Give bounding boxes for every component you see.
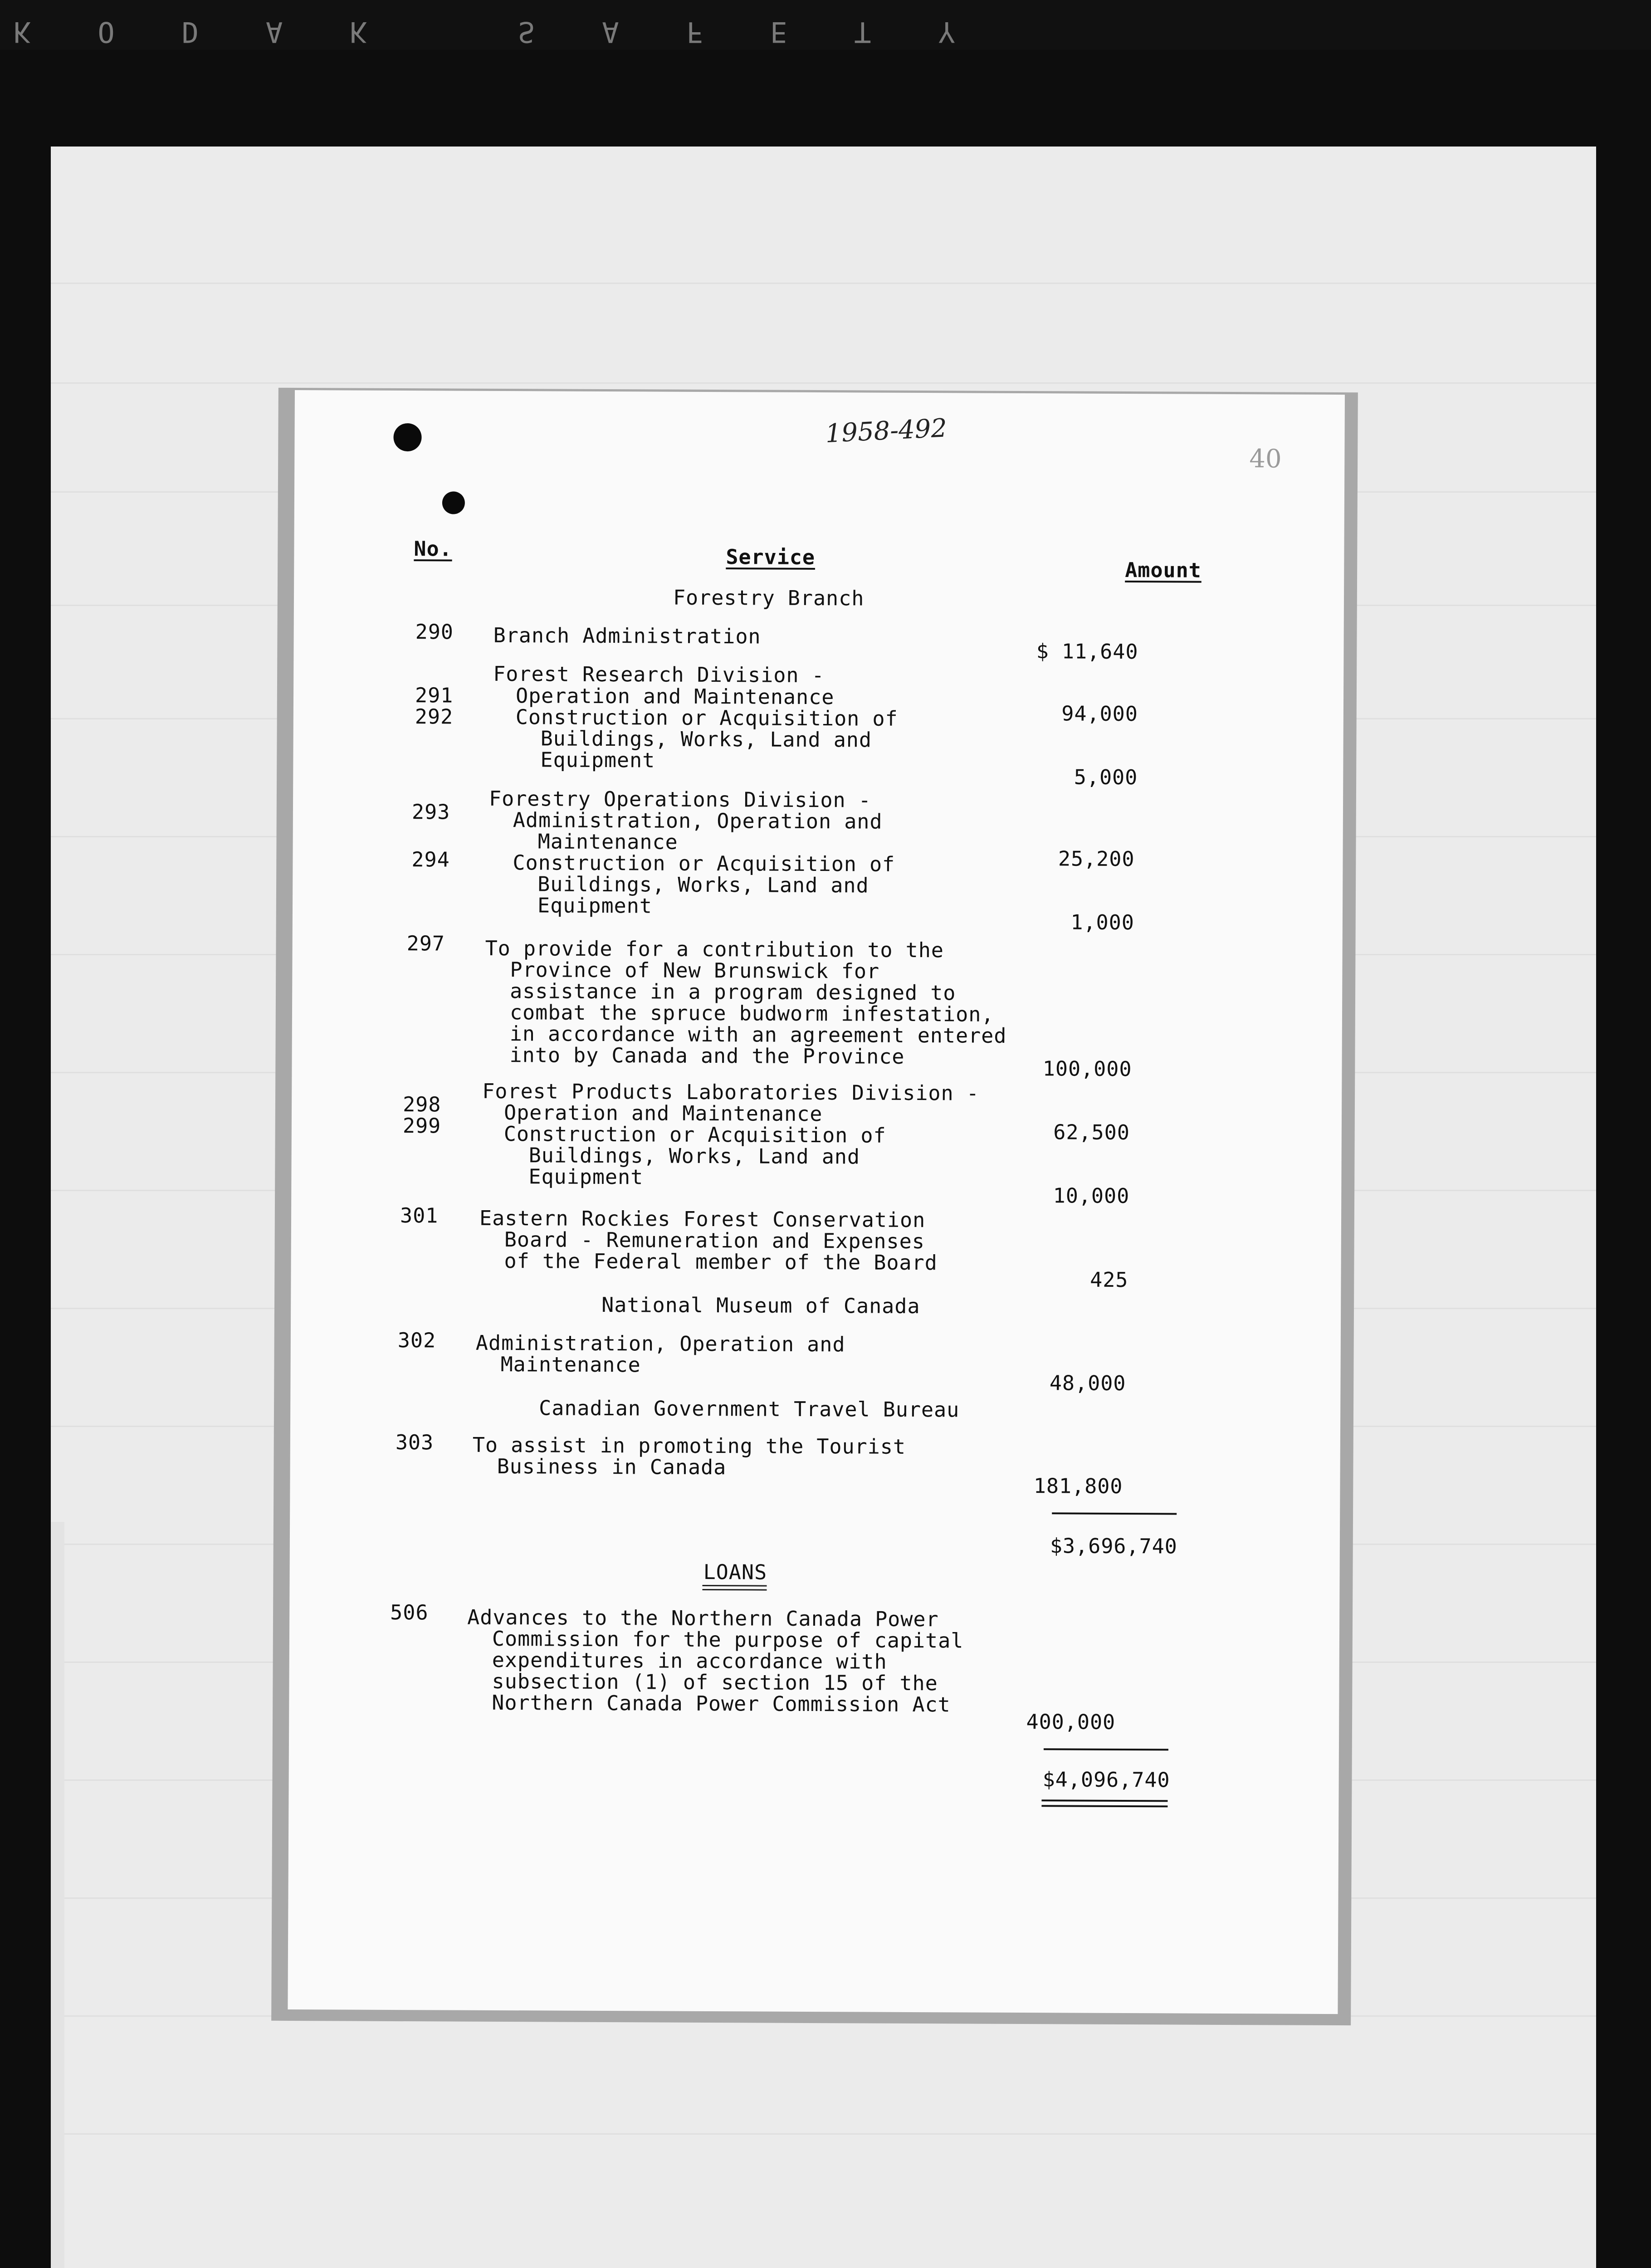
item-amount: 48,000: [1049, 1371, 1126, 1396]
item-no: 290: [415, 620, 454, 644]
subtotal-amount: $3,696,740: [1050, 1534, 1177, 1559]
item-amount: 62,500: [1053, 1120, 1130, 1145]
item-text: Northern Canada Power Commission Act: [492, 1690, 951, 1717]
item-text: Branch Administration: [493, 623, 761, 649]
item-text: Administration, Operation and: [475, 1330, 845, 1357]
section-forestry-branch: Forestry Branch: [673, 585, 865, 611]
item-no: 297: [406, 931, 445, 956]
item-amount: 94,000: [1061, 701, 1138, 726]
total-double-rule: [1041, 1799, 1167, 1807]
item-text: Equipment: [537, 893, 653, 918]
item-text: Eastern Rockies Forest Conservation: [479, 1206, 926, 1232]
item-amount: 25,200: [1058, 846, 1135, 871]
item-amount: 181,800: [1033, 1474, 1123, 1498]
item-text: combat the spruce budworm infestation,: [509, 1000, 994, 1026]
item-no: 292: [415, 704, 454, 729]
item-text: Maintenance: [500, 1352, 641, 1377]
item-text: Construction or Acquisition of: [503, 1122, 886, 1148]
item-text: assistance in a program designed to: [510, 979, 956, 1005]
total-amount: $4,096,740: [1042, 1767, 1170, 1792]
item-text: of the Federal member of the Board: [504, 1249, 938, 1275]
item-no: 301: [400, 1203, 439, 1228]
item-amount: 400,000: [1026, 1710, 1116, 1734]
item-text: Province of New Brunswick for: [510, 958, 880, 983]
item-text: Administration, Operation and: [513, 808, 883, 834]
item-text: Advances to the Northern Canada Power: [467, 1605, 939, 1632]
handwritten-note: 1958-492: [825, 413, 948, 449]
item-text: To provide for a contribution to the: [485, 936, 944, 963]
item-text: Board - Remuneration and Expenses: [504, 1227, 925, 1254]
item-text: subsection (1) of section 15 of the: [492, 1669, 938, 1696]
item-text: Equipment: [528, 1164, 644, 1189]
item-amount: 1,000: [1070, 910, 1135, 935]
item-text: Equipment: [540, 748, 655, 772]
item-text: expenditures in accordance with: [492, 1647, 887, 1674]
item-amount: $ 11,640: [1036, 639, 1138, 664]
item-no: 506: [390, 1600, 429, 1625]
subtotal-rule: [1052, 1512, 1177, 1515]
total-rule: [1044, 1748, 1168, 1750]
item-text: Maintenance: [537, 829, 678, 854]
division-heading: Forest Products Laboratories Division -: [482, 1079, 979, 1105]
header-service: Service: [726, 545, 816, 570]
page-number: 40: [1249, 444, 1282, 474]
loans-underline: [702, 1585, 767, 1591]
backing-tab: [51, 1522, 64, 2268]
punch-hole: [442, 491, 465, 514]
division-heading: Forest Research Division -: [493, 661, 825, 688]
item-amount: 100,000: [1042, 1056, 1132, 1081]
item-text: Operation and Maintenance: [503, 1100, 823, 1126]
item-no: 294: [411, 847, 450, 872]
item-no: 303: [395, 1430, 434, 1455]
item-text: Construction or Acquisition of: [513, 850, 895, 876]
item-text: Buildings, Works, Land and: [537, 872, 869, 898]
item-no: 302: [397, 1328, 436, 1353]
item-text: Business in Canada: [497, 1454, 727, 1480]
section-loans: LOANS: [703, 1559, 767, 1584]
film-edge-label: KODAK SAFETY: [0, 0, 1651, 50]
item-text: Construction or Acquisition of: [515, 705, 898, 731]
division-heading: Forestry Operations Division -: [488, 786, 871, 812]
item-text: Buildings, Works, Land and: [540, 726, 872, 752]
item-text: Buildings, Works, Land and: [528, 1143, 860, 1169]
section-travel-bureau: Canadian Government Travel Bureau: [539, 1396, 960, 1422]
item-text: in accordance with an agreement entered: [509, 1022, 1007, 1048]
item-no: 293: [411, 800, 450, 824]
item-amount: 10,000: [1053, 1183, 1130, 1208]
item-text: To assist in promoting the Tourist: [472, 1432, 906, 1459]
item-no: 298: [403, 1092, 441, 1117]
section-national-museum: National Museum of Canada: [601, 1292, 920, 1319]
header-amount: Amount: [1125, 557, 1202, 582]
item-amount: 5,000: [1074, 765, 1138, 790]
estimates-page: [288, 390, 1345, 2014]
item-text: Operation and Maintenance: [515, 684, 835, 709]
item-no: 291: [415, 683, 454, 708]
item-amount: 425: [1090, 1267, 1128, 1292]
header-no: No.: [414, 537, 452, 561]
item-text: into by Canada and the Province: [509, 1043, 905, 1069]
item-no: 299: [402, 1114, 441, 1138]
punch-hole: [393, 423, 421, 451]
item-text: Commission for the purpose of capital: [492, 1626, 964, 1653]
